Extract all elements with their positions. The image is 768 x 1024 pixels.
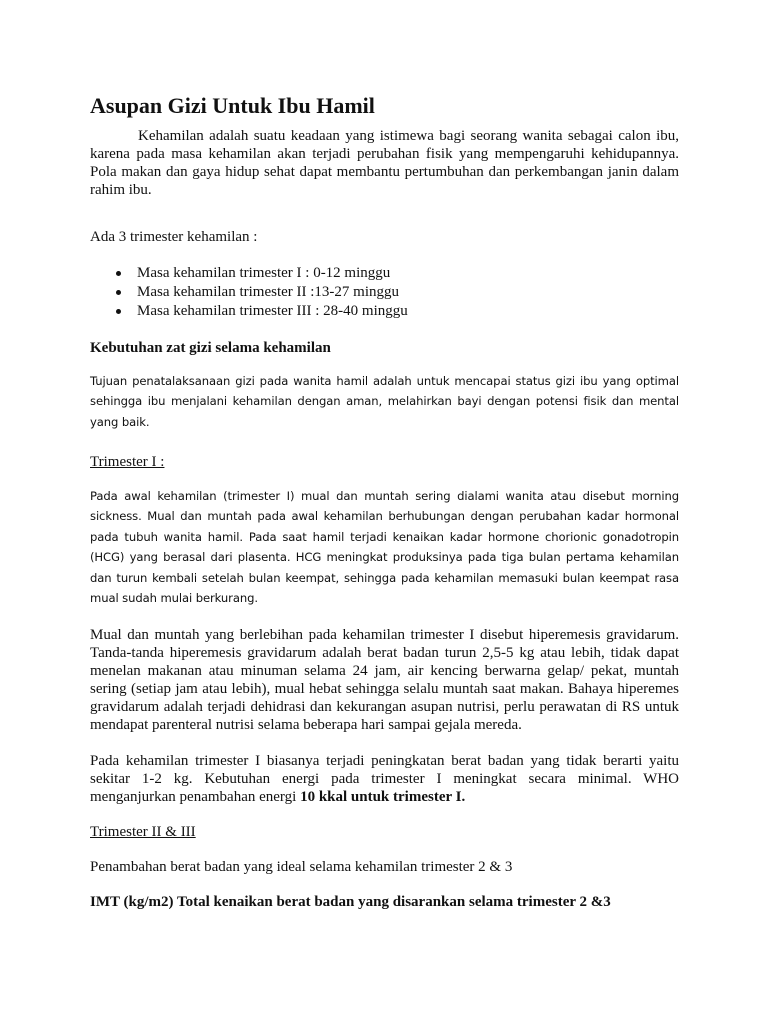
goal-paragraph: Tujuan penatalaksanaan gizi pada wanita hamil adalah untuk mencapai status gizi ibu yang optimal sehingga ibu menjalani kehamilan dengan aman, melahirkan bayi dengan potensi fisik dan mental yang baik. xyxy=(90,374,679,429)
energy-recommendation: 10 kkal untuk trimester I. xyxy=(300,789,466,805)
list-item xyxy=(90,283,679,302)
trimester1-paragraph-3 xyxy=(90,752,679,806)
trimester1-paragraph-2: Mual dan muntah yang berlebihan pada kehamilan trimester I disebut hiperemesis gravidarum. Tanda-tanda hiperemesis gravidarum adalah berat badan turun 2,5-5 kg atau lebih, tidak dapat menelan makanan atau minuman selama 24 jam, air kencing berwarna gelap/ pekat, muntah sering (setiap jam atau lebih), mual hebat sehingga selalu muntah saat makan. Bahaya hiperemes gravidarum adalah terjadi dehidrasi dan kekurangan asupan nutrisi, perlu perawatan di RS untuk mendapat parenteral nutrisi selama beberapa hari sampai gejala mereda. xyxy=(90,627,679,733)
bullet-icon xyxy=(116,290,121,295)
bullet-icon xyxy=(116,309,121,314)
trimester-list xyxy=(90,264,679,321)
list-item-text: Masa kehamilan trimester II :13-27 minggu xyxy=(137,284,400,300)
nutrition-heading: Kebutuhan zat gizi selama kehamilan xyxy=(90,340,331,356)
list-item-text: Masa kehamilan trimester III : 28-40 minggu xyxy=(137,303,408,319)
list-item xyxy=(90,264,679,283)
list-item xyxy=(90,302,679,321)
imt-heading: IMT (kg/m2) Total kenaikan berat badan yang disarankan selama trimester 2 &3 xyxy=(90,894,611,910)
trimester-intro: Ada 3 trimester kehamilan : xyxy=(90,229,258,245)
document-title: Asupan Gizi Untuk Ibu Hamil xyxy=(90,93,375,118)
trimester23-heading: Trimester II & III xyxy=(90,824,196,840)
trimester1-paragraph-3-text: Pada kehamilan trimester I biasanya terjadi peningkatan berat badan yang tidak berarti yaitu sekitar 1-2 kg. Kebutuhan energi pada trimester I meningkat secara minimal. WHO menganjurkan penambahan energi xyxy=(90,753,679,805)
list-item-text: Masa kehamilan trimester I : 0-12 minggu xyxy=(137,265,391,281)
trimester23-paragraph: Penambahan berat badan yang ideal selama kehamilan trimester 2 & 3 xyxy=(90,859,513,875)
trimester1-heading: Trimester I : xyxy=(90,454,165,470)
bullet-icon xyxy=(116,271,121,276)
trimester1-paragraph-1: Pada awal kehamilan (trimester I) mual dan muntah sering dialami wanita atau disebut morning sickness. Mual dan muntah pada awal kehamilan berhubungan dengan perubahan kadar hormonal pada tubuh wanita hamil. Pada saat hamil terjadi kenaikan kadar hormone chorionic gonadotropin (HCG) yang berasal dari plasenta. HCG meningkat produksinya pada tiga bulan pertama kehamilan dan turun kembali setelah bulan keempat, sehingga pada kehamilan memasuki bulan keempat rasa mual sudah mulai berkurang. xyxy=(90,489,679,606)
intro-paragraph: Kehamilan adalah suatu keadaan yang istimewa bagi seorang wanita sebagai calon ibu, karena pada masa kehamilan akan terjadi perubahan fisik yang mempengaruhi kehidupannya. Pola makan dan gaya hidup sehat dapat membantu pertumbuhan dan perkembangan janin dalam rahim ibu. xyxy=(90,128,679,198)
